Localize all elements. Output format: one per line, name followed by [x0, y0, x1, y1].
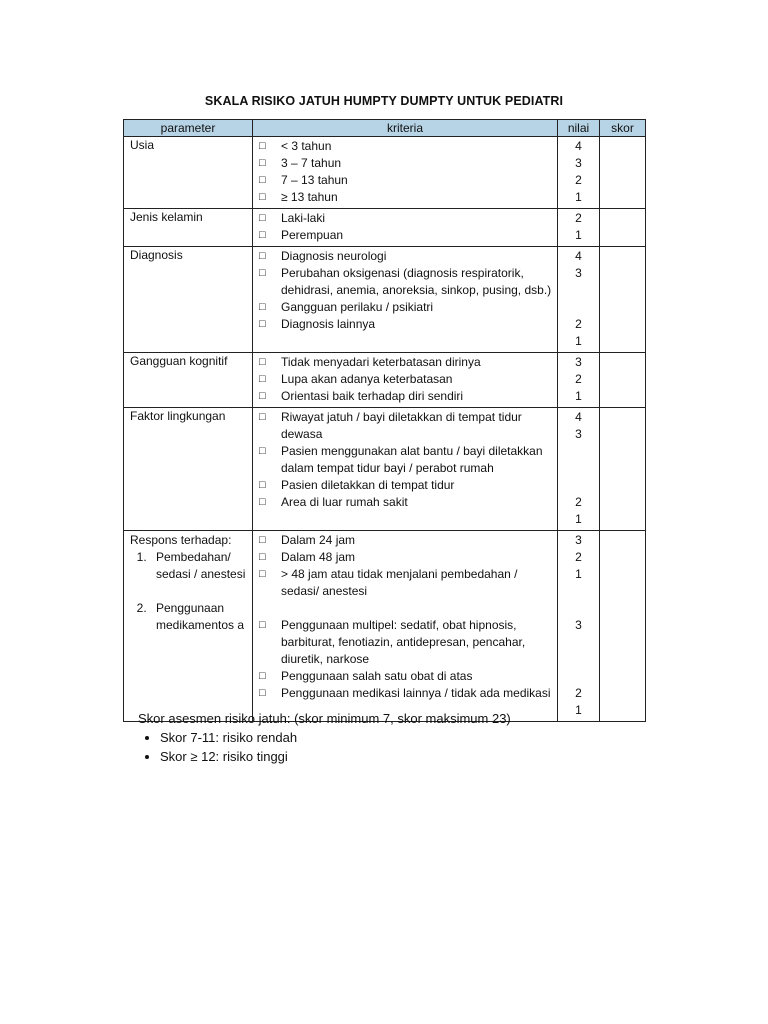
criterion-item: □ Orientasi baik terhadap diri sendiri	[259, 389, 464, 403]
param-usia: Usia	[124, 137, 253, 209]
nilai-value: 1	[575, 334, 582, 348]
checkbox-icon: □	[259, 390, 266, 402]
checkbox-icon: □	[259, 174, 266, 186]
criterion-item: □ 7 – 13 tahun	[259, 173, 348, 187]
subitem-pembedahan: 1. Pembedahan/ sedasi / anestesi	[150, 549, 248, 583]
criterion-item: □ Pasien diletakkan di tempat tidur	[259, 478, 455, 492]
checkbox-icon: □	[259, 191, 266, 203]
checkbox-icon: □	[259, 212, 266, 224]
nilai-value	[558, 282, 599, 299]
spacer	[259, 600, 553, 617]
checkbox-icon: □	[259, 687, 266, 699]
criterion-item: □ Penggunaan salah satu obat di atas	[259, 669, 473, 683]
criteria-cell-diagnosis	[253, 247, 558, 353]
document-title: SKALA RISIKO JATUH HUMPTY DUMPTY UNTUK PEDIATRI	[204, 94, 564, 108]
nilai-value: 3	[575, 266, 582, 280]
summary-heading: Skor asesmen risiko jatuh: (skor minimum 7, skor maksimum 23)	[138, 711, 511, 726]
nilai-value	[558, 651, 599, 668]
criterion-item: □ > 48 jam atau tidak menjalani pembedahan / sedasi/ anestesi	[259, 567, 518, 598]
table-row-usia	[124, 137, 646, 209]
criterion-item: □ Laki-laki	[259, 211, 326, 225]
criterion-item: □ Tidak menyadari keterbatasan dirinya	[259, 355, 481, 369]
nilai-cell-usia	[558, 137, 600, 209]
checkbox-icon: □	[259, 356, 266, 368]
criteria-cell-usia	[253, 137, 558, 209]
summary-item-low-risk: • Skor 7-11: risiko rendah	[160, 728, 511, 747]
criterion-item: □ Lupa akan adanya keterbatasan	[259, 372, 453, 386]
nilai-value: 3	[575, 427, 582, 441]
skor-cell-gangguan-kognitif	[600, 353, 646, 408]
table-row-diagnosis	[124, 247, 646, 353]
checkbox-icon: □	[259, 670, 266, 682]
nilai-value: 3	[575, 355, 582, 369]
criterion-item: □ Penggunaan multipel: sedatif, obat hipnosis, barbiturat, fenotiazin, antidepresan, pencahar, diuretik, narkose	[259, 618, 526, 666]
nilai-value: 2	[575, 686, 582, 700]
summary-list	[138, 728, 511, 766]
subitem-medikamentosa: 2. Penggunaan medikamentos a	[150, 600, 248, 634]
skor-cell-jenis-kelamin	[600, 209, 646, 247]
nilai-value: 4	[575, 139, 582, 153]
nilai-value: 2	[575, 495, 582, 509]
param-diagnosis: Diagnosis	[124, 247, 253, 353]
criterion-item: □ 3 – 7 tahun	[259, 156, 342, 170]
criterion-item: □ Perubahan oksigenasi (diagnosis respiratorik, dehidrasi, anemia, anoreksia, sinkop, pusing, dsb.)	[259, 266, 552, 297]
nilai-value: 1	[575, 389, 582, 403]
param-respons-label: Respons terhadap:	[130, 533, 232, 547]
skor-cell-diagnosis	[600, 247, 646, 353]
nilai-value	[558, 477, 599, 494]
nilai-value	[558, 460, 599, 477]
param-faktor-lingkungan: Faktor lingkungan	[124, 408, 253, 531]
criterion-item: □ Gangguan perilaku / psikiatri	[259, 300, 434, 314]
criteria-cell-jenis-kelamin	[253, 209, 558, 247]
skor-cell-respons	[600, 531, 646, 722]
nilai-value: 3	[575, 533, 582, 547]
param-jenis-kelamin: Jenis kelamin	[124, 209, 253, 247]
nilai-value	[558, 600, 599, 617]
humpty-dumpty-table	[123, 119, 646, 722]
nilai-value: 4	[575, 410, 582, 424]
checkbox-icon: □	[259, 496, 266, 508]
nilai-value	[558, 443, 599, 460]
nilai-value	[558, 583, 599, 600]
score-summary	[138, 709, 511, 766]
nilai-cell-faktor-lingkungan	[558, 408, 600, 531]
nilai-value	[558, 299, 599, 316]
criteria-cell-faktor-lingkungan	[253, 408, 558, 531]
checkbox-icon: □	[259, 301, 266, 313]
table-row-respons	[124, 531, 646, 722]
nilai-value: 3	[575, 156, 582, 170]
nilai-value: 2	[575, 550, 582, 564]
nilai-value: 2	[575, 211, 582, 225]
nilai-value: 1	[575, 512, 582, 526]
criterion-item: □ Penggunaan medikasi lainnya / tidak ada medikasi	[259, 686, 551, 700]
checkbox-icon: □	[259, 267, 266, 279]
checkbox-icon: □	[259, 318, 266, 330]
respons-subitems	[130, 549, 248, 634]
skor-cell-faktor-lingkungan	[600, 408, 646, 531]
nilai-value: 3	[575, 618, 582, 632]
criterion-item: □ Pasien menggunakan alat bantu / bayi diletakkan dalam tempat tidur bayi / perabot rumah	[259, 444, 543, 475]
criterion-item: □ Area di luar rumah sakit	[259, 495, 408, 509]
nilai-value: 1	[575, 567, 582, 581]
nilai-value	[558, 634, 599, 651]
header-kriteria: kriteria	[253, 120, 558, 137]
table-row-faktor-lingkungan	[124, 408, 646, 531]
param-respons	[124, 531, 253, 722]
checkbox-icon: □	[259, 568, 266, 580]
skor-cell-usia	[600, 137, 646, 209]
criterion-item: □ Riwayat jatuh / bayi diletakkan di tempat tidur dewasa	[259, 410, 522, 441]
table-header-row	[124, 120, 646, 137]
criterion-item: □ Perempuan	[259, 228, 344, 242]
nilai-cell-jenis-kelamin	[558, 209, 600, 247]
nilai-cell-diagnosis	[558, 247, 600, 353]
criterion-item: □ Diagnosis lainnya	[259, 317, 376, 331]
nilai-value: 1	[575, 703, 582, 717]
nilai-value: 1	[575, 228, 582, 242]
table-row-gangguan-kognitif	[124, 353, 646, 408]
nilai-value	[558, 668, 599, 685]
header-skor: skor	[600, 120, 646, 137]
checkbox-icon: □	[259, 157, 266, 169]
checkbox-icon: □	[259, 373, 266, 385]
nilai-cell-gangguan-kognitif	[558, 353, 600, 408]
nilai-value: 1	[575, 190, 582, 204]
checkbox-icon: □	[259, 250, 266, 262]
checkbox-icon: □	[259, 229, 266, 241]
nilai-value: 2	[575, 173, 582, 187]
checkbox-icon: □	[259, 551, 266, 563]
checkbox-icon: □	[259, 534, 266, 546]
nilai-value: 2	[575, 372, 582, 386]
checkbox-icon: □	[259, 479, 266, 491]
summary-item-high-risk: • Skor ≥ 12: risiko tinggi	[160, 747, 511, 766]
criterion-item: □ ≥ 13 tahun	[259, 190, 338, 204]
criterion-item: □ < 3 tahun	[259, 139, 332, 153]
nilai-value: 4	[575, 249, 582, 263]
criterion-item: □ Diagnosis neurologi	[259, 249, 387, 263]
nilai-cell-respons	[558, 531, 600, 722]
checkbox-icon: □	[259, 619, 266, 631]
criterion-item: □ Dalam 48 jam	[259, 550, 356, 564]
checkbox-icon: □	[259, 411, 266, 423]
criteria-cell-respons	[253, 531, 558, 722]
table-row-jenis-kelamin	[124, 209, 646, 247]
nilai-value: 2	[575, 317, 582, 331]
header-nilai: nilai	[558, 120, 600, 137]
header-parameter: parameter	[124, 120, 253, 137]
checkbox-icon: □	[259, 445, 266, 457]
criterion-item: □ Dalam 24 jam	[259, 533, 356, 547]
param-gangguan-kognitif: Gangguan kognitif	[124, 353, 253, 408]
checkbox-icon: □	[259, 140, 266, 152]
criteria-cell-gangguan-kognitif	[253, 353, 558, 408]
